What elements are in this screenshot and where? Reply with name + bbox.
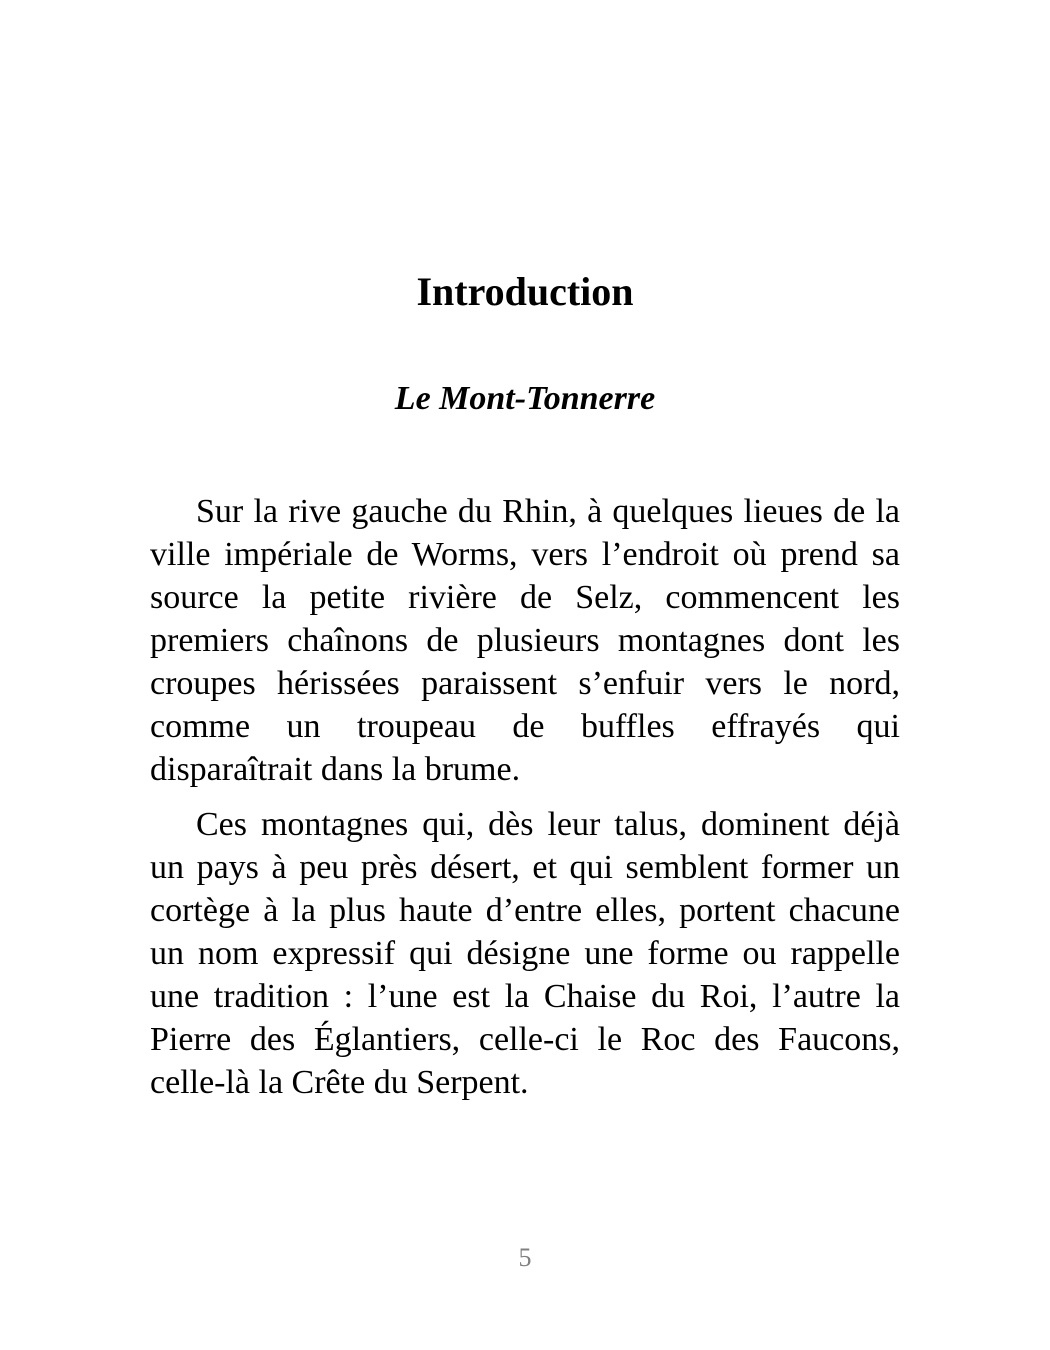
chapter-body <box>150 490 900 1116</box>
chapter-subtitle: Le Mont-Tonnerre <box>394 380 656 417</box>
chapter-title: Introduction <box>416 269 634 314</box>
paragraph-2: Ces montagnes qui, dès leur talus, dominent déjà un pays à peu près désert, et qui semblent former un cortège à la plus haute d’entre elles, portent chacune un nom expressif qui désigne une forme ou rappelle une tradition : l’une est la Chaise du Roi, l’autre la Pierre des Églantiers, celle-ci le Roc des Faucons, celle-là la Crête du Serpent. <box>150 806 900 1101</box>
page-number: 5 <box>518 1243 532 1272</box>
paragraph-1: Sur la rive gauche du Rhin, à quelques lieues de la ville impériale de Worms, vers l’endroit où prend sa source la petite rivière de Selz, commencent les premiers chaînons de plusieurs montagnes dont les croupes hérissées paraissent s’enfuir vers le nord, comme un troupeau de buffles effrayés qui disparaîtrait dans la brume. <box>150 493 900 788</box>
